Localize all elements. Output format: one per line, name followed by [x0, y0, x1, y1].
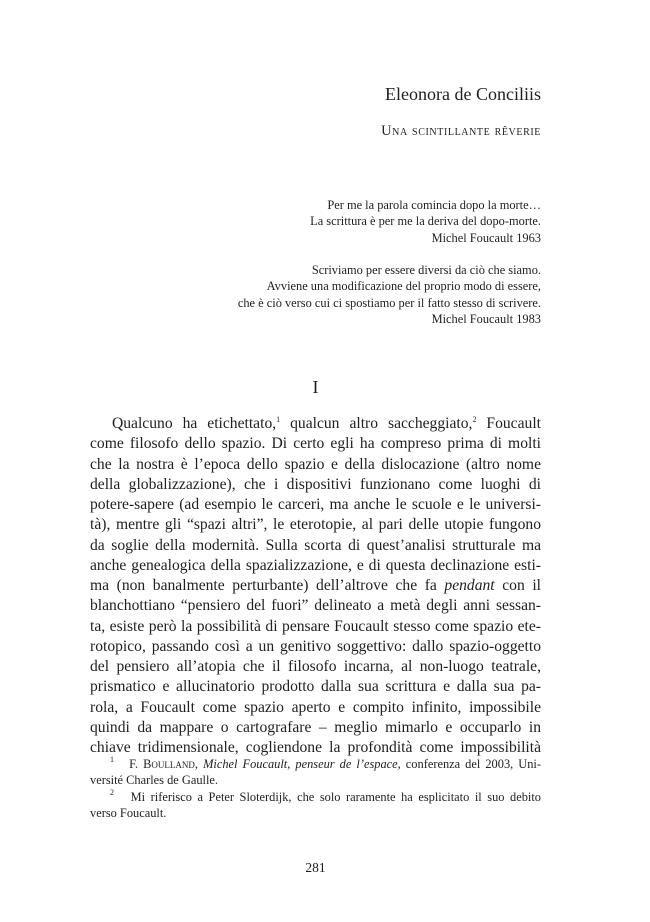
footnote-author: F. Boulland	[129, 757, 195, 771]
epigraph-line: Avviene una modificazione del proprio modo di essere,	[266, 279, 541, 294]
footnote-1: $^1$ F. Boulland, Michel Foucault, penseur de l’espace, conferenza del 2003, Uni-	[110, 755, 541, 771]
body-line: chiave tridimensionale, cogliendone la profondità come impossibilità	[90, 739, 541, 756]
epigraph-line: che è ciò verso cui ci spostiamo per il fatto stesso di scrivere.	[237, 295, 541, 310]
page-number: 281	[305, 860, 326, 875]
footnote-marker: 1	[110, 755, 114, 764]
footnote-ref-1: 1	[276, 415, 281, 424]
body-line: che la nostra è l’epoca dello spazio e della dislocazione (altro nome	[90, 455, 541, 473]
footnote-ref-2: 2	[472, 415, 477, 424]
body-line: ta, esiste però la possibilità di pensare Foucault stesso come spazio ete-	[90, 617, 541, 635]
epigraph-line: La scrittura è per me la deriva del dopo-morte.	[310, 214, 541, 229]
epigraph-2	[238, 262, 541, 327]
body-line: quindi da mappare o cartografare – meglio mimarlo e occuparlo in	[90, 718, 541, 736]
body-line: prismatico e allucinatorio prodotto dalla sua scrittura e dalla sua pa-	[90, 678, 541, 696]
body-line: Qualcuno ha etichettato,$^1$ qualcun altro saccheggiato,$^2$ Foucault	[112, 415, 541, 432]
author-name: Eleonora de Conciliis	[385, 84, 541, 104]
body-line: blanchottiano “pensiero del fuori” delineato a metà degli anni sessan-	[90, 597, 541, 615]
italic-term: pendant	[444, 577, 495, 594]
body-line: del pensiero all’atopia che il filosofo incarna, al non-luogo teatrale,	[90, 658, 541, 675]
footnote-2: $^2$ Mi riferisco a Peter Sloterdijk, che solo raramente ha esplicitato il suo debito	[110, 787, 541, 804]
body-line: come filosofo dello spazio. Di certo egli ha compreso prima di molti	[90, 435, 541, 453]
footnote-work-title: Michel Foucault, penseur de l’espace	[203, 757, 398, 771]
body-line: anche genealogica della spazializzazione, e di questa declinazione esti-	[90, 556, 541, 574]
footnote-1-continuation: versité Charles de Gaulle.	[90, 773, 218, 788]
body-line: della globalizzazione), che i dispositivi funzionano come luoghi di	[90, 475, 541, 493]
epigraph-line: Per me la parola comincia dopo la morte…	[327, 198, 541, 212]
body-line: rola, a Foucault come spazio aperto e compito infinito, impossibile	[90, 698, 541, 716]
epigraph-line: Scriviamo per essere diversi da ciò che siamo.	[311, 263, 541, 277]
body-paragraph	[90, 414, 541, 758]
body-line: tà), mentre gli “spazi altri”, le eterotopie, al pari delle utopie fungono	[90, 516, 541, 534]
footnotes	[90, 756, 541, 821]
footnote-marker: 2	[110, 787, 114, 797]
body-line: potere-sapere (ad esempio le carceri, ma anche le scuole e le universi-	[90, 496, 541, 513]
body-line: da soglie della modernità. Sulla scorta di quest’analisi strutturale ma	[90, 536, 541, 554]
epigraph-attribution: Michel Foucault 1963	[431, 230, 541, 245]
book-page	[90, 0, 541, 922]
body-line: ma (non banalmente perturbante) dell’altrove che fa pendant con il	[90, 577, 541, 594]
chapter-title: Una scintillante rêverie	[381, 123, 541, 139]
epigraph-attribution: Michel Foucault 1983	[431, 311, 541, 326]
epigraph-1	[310, 197, 541, 246]
section-number: I	[312, 377, 319, 397]
body-line: rotopico, passando così a un genitivo soggettivo: dallo spazio-oggetto	[90, 637, 541, 655]
footnote-2-continuation: verso Foucault.	[90, 805, 167, 820]
